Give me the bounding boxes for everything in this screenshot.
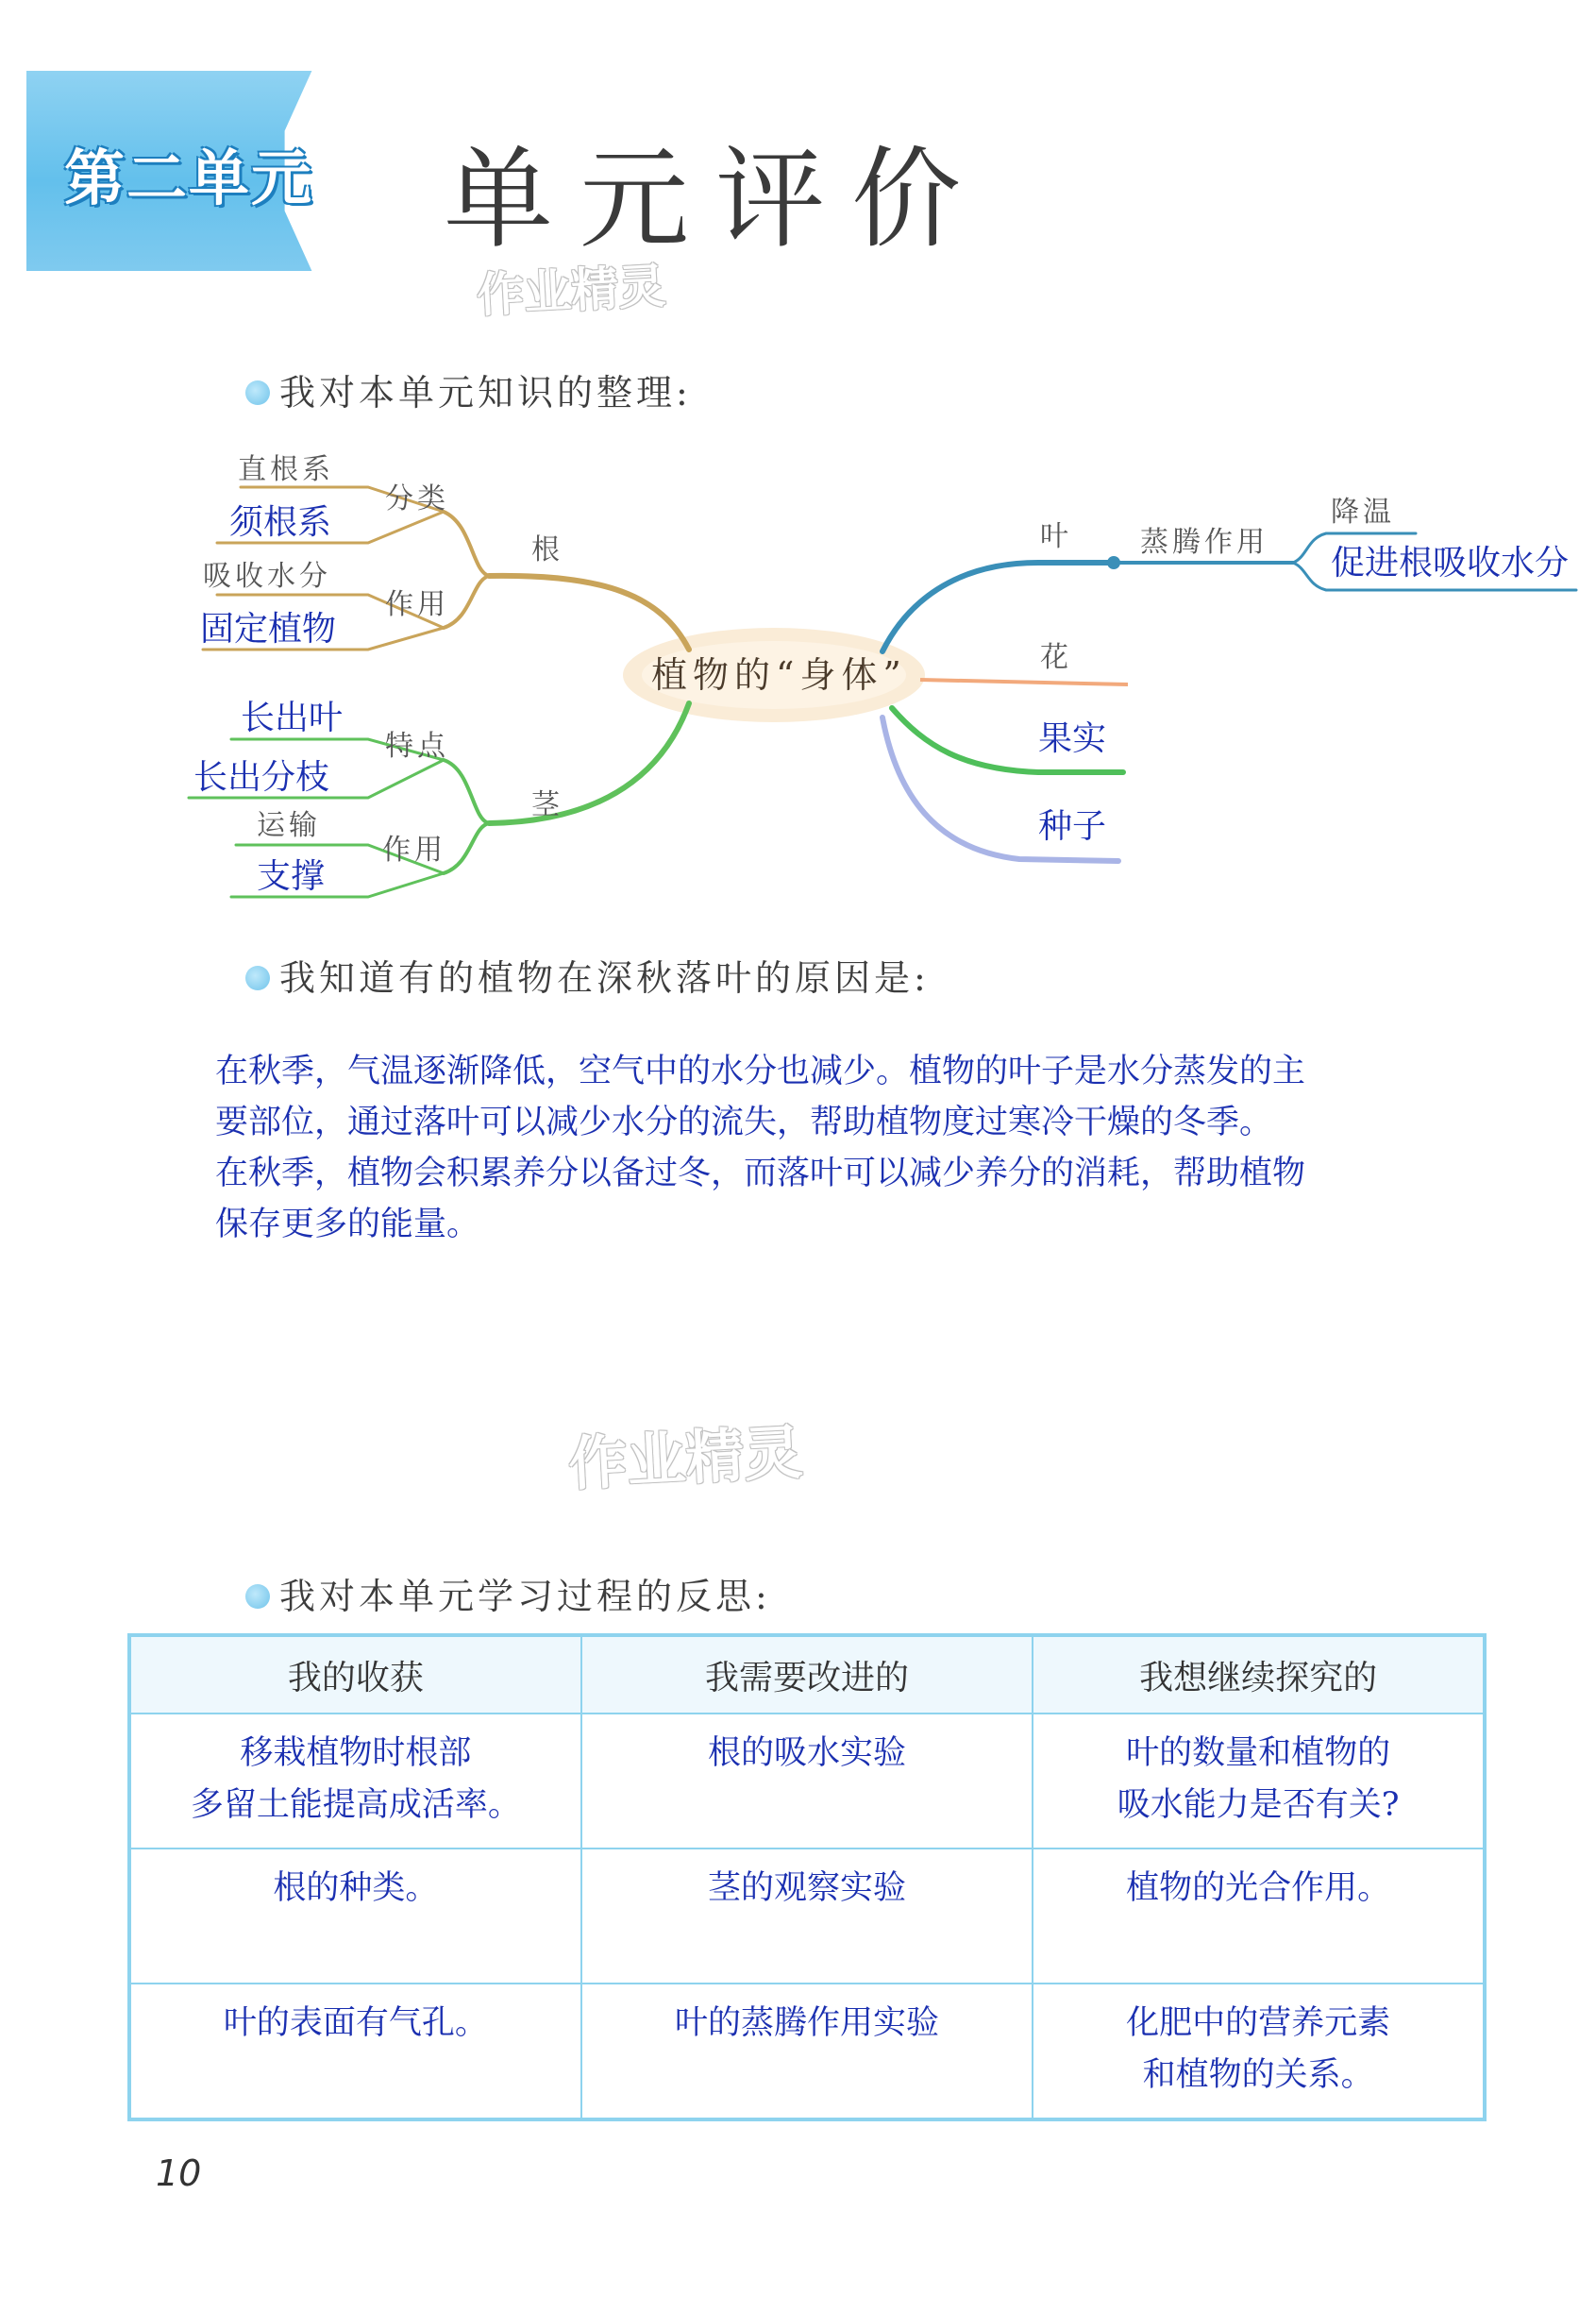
table-cell: 根的种类。 bbox=[129, 1849, 581, 1984]
table-header-row bbox=[129, 1635, 1485, 1714]
answer-line: 在秋季，气温逐渐降低，空气中的水分也减少。植物的叶子是水分蒸发的主 bbox=[215, 1053, 1306, 1090]
root-label: 根 bbox=[531, 533, 563, 566]
mind-map bbox=[0, 0, 1596, 944]
table-row bbox=[129, 1714, 1485, 1849]
bullet-dot-icon bbox=[245, 1584, 270, 1609]
root-classification-item: 须根系 bbox=[229, 503, 332, 542]
table-row bbox=[129, 1984, 1485, 2119]
mindmap-center-label: 植物的“身体” bbox=[651, 654, 907, 696]
flower-label: 花 bbox=[1040, 641, 1072, 674]
stem-function-item: 支撑 bbox=[257, 857, 326, 896]
table-cell: 茎的观察实验 bbox=[581, 1849, 1033, 1984]
seed-label: 种子 bbox=[1038, 807, 1107, 846]
page-title: 单元评价 bbox=[444, 136, 987, 263]
reflection-heading bbox=[245, 1567, 771, 1619]
page-number: 10 bbox=[156, 2153, 202, 2194]
answer-line: 要部位，通过落叶可以减少水分的流失，帮助植物度过寒冷干燥的冬季。 bbox=[215, 1104, 1273, 1141]
root-function-item: 固定植物 bbox=[200, 610, 337, 649]
bullet-dot-icon bbox=[245, 966, 270, 990]
stem-function-label: 作用 bbox=[382, 834, 446, 867]
answer-line: 在秋季，植物会积累养分以备过冬，而落叶可以减少养分的消耗，帮助植物 bbox=[215, 1155, 1306, 1192]
leaf-transpiration-label: 蒸腾作用 bbox=[1140, 526, 1268, 559]
unit-label: 第二单元 bbox=[64, 144, 313, 214]
fruit-label: 果实 bbox=[1038, 719, 1107, 758]
table-cell: 根的吸水实验 bbox=[581, 1714, 1033, 1849]
leaf-label: 叶 bbox=[1040, 520, 1072, 553]
reflection-table bbox=[127, 1633, 1487, 2121]
column-header-gains: 我的收获 bbox=[129, 1635, 581, 1714]
column-header-explore: 我想继续探究的 bbox=[1033, 1635, 1485, 1714]
root-function-label: 作用 bbox=[385, 588, 449, 621]
stem-function-item: 运输 bbox=[257, 809, 321, 842]
table-cell: 叶的数量和植物的 吸水能力是否有关? bbox=[1033, 1714, 1485, 1849]
leaf-transpiration-item: 促进根吸收水分 bbox=[1331, 544, 1570, 582]
answer-paragraph bbox=[215, 1046, 1433, 1250]
reflection-heading-text: 我对本单元学习过程的反思: bbox=[279, 1576, 771, 1617]
root-function-item: 吸收水分 bbox=[203, 560, 331, 593]
stem-feature-item: 长出分枝 bbox=[193, 758, 330, 797]
leaf-transpiration-item: 降温 bbox=[1331, 496, 1395, 529]
column-header-improve: 我需要改进的 bbox=[581, 1635, 1033, 1714]
knowledge-heading-text: 我对本单元知识的整理: bbox=[279, 372, 692, 414]
stem-feature-item: 长出叶 bbox=[241, 699, 344, 737]
stem-label: 茎 bbox=[531, 788, 563, 821]
table-cell: 叶的蒸腾作用实验 bbox=[581, 1984, 1033, 2119]
watermark-top: 作业精灵 bbox=[475, 258, 667, 324]
reason-heading-text: 我知道有的植物在深秋落叶的原因是: bbox=[279, 957, 930, 999]
table-cell: 移栽植物时根部 多留土能提高成活率。 bbox=[129, 1714, 581, 1849]
root-classification-label: 分类 bbox=[385, 482, 449, 515]
root-classification-item: 直根系 bbox=[238, 453, 334, 486]
reason-heading bbox=[245, 949, 930, 1001]
table-cell: 化肥中的营养元素 和植物的关系。 bbox=[1033, 1984, 1485, 2119]
watermark-middle: 作业精灵 bbox=[566, 1417, 805, 1499]
table-cell: 叶的表面有气孔。 bbox=[129, 1984, 581, 2119]
table-row bbox=[129, 1849, 1485, 1984]
answer-line: 保存更多的能量。 bbox=[215, 1206, 480, 1243]
flower-branch bbox=[920, 680, 1128, 684]
stem-feature-label: 特点 bbox=[385, 730, 449, 763]
table-cell: 植物的光合作用。 bbox=[1033, 1849, 1485, 1984]
